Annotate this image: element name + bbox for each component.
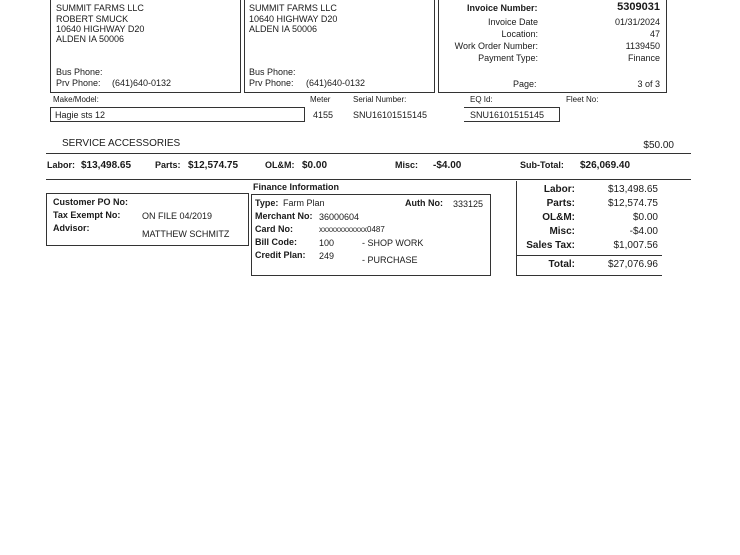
eq-id-label: EQ Id: bbox=[470, 95, 493, 104]
invoice-info-right-border bbox=[666, 0, 667, 93]
ship-to-prv-phone: (641)640-0132 bbox=[306, 78, 366, 88]
bill-to-contact: ROBERT SMUCK bbox=[56, 14, 129, 24]
ship-to-prv-phone-label: Prv Phone: bbox=[249, 78, 294, 88]
summary-sales-tax-label: Sales Tax: bbox=[526, 240, 575, 251]
summary-total-rule bbox=[517, 255, 662, 256]
ship-to-name: SUMMIT FARMS LLC bbox=[249, 3, 337, 13]
tax-exempt-label: Tax Exempt No: bbox=[53, 210, 121, 220]
finance-title: Finance Information bbox=[253, 182, 340, 192]
summary-misc-value: -$4.00 bbox=[629, 226, 658, 237]
summary-labor-value: $13,498.65 bbox=[607, 184, 658, 195]
meter-value: 4155 bbox=[313, 110, 334, 120]
totals-misc-value: -$4.00 bbox=[433, 160, 462, 171]
summary-olm-value: $0.00 bbox=[632, 212, 658, 223]
credit-plan-desc: - PURCHASE bbox=[362, 255, 418, 265]
totals-parts-label: Parts: bbox=[155, 160, 181, 170]
bill-code-desc: - SHOP WORK bbox=[362, 238, 424, 248]
totals-top-rule bbox=[46, 153, 691, 154]
eq-id-value: SNU16101515145 bbox=[470, 110, 545, 120]
location-label: Location: bbox=[501, 29, 538, 39]
ship-to-left-border bbox=[244, 0, 245, 93]
make-model-label: Make/Model: bbox=[53, 95, 99, 104]
work-order-label: Work Order Number: bbox=[454, 41, 538, 51]
payment-type-label: Payment Type: bbox=[478, 53, 538, 63]
totals-subtotal-label: Sub-Total: bbox=[520, 160, 564, 170]
meter-label: Meter bbox=[310, 95, 331, 104]
invoice-number-label: Invoice Number: bbox=[467, 3, 538, 13]
make-model-value: Hagie sts 12 bbox=[55, 110, 106, 120]
totals-misc-label: Misc: bbox=[395, 160, 419, 170]
bill-to-left-border bbox=[50, 0, 51, 93]
service-label: SERVICE ACCESSORIES bbox=[62, 138, 181, 149]
serial-label: Serial Number: bbox=[353, 95, 407, 104]
ship-to-city: ALDEN IA 50006 bbox=[249, 24, 318, 34]
page-value: 3 of 3 bbox=[637, 79, 660, 89]
summary-bottom-rule bbox=[517, 275, 662, 276]
location-value: 47 bbox=[649, 29, 660, 39]
bill-to-bottom-border bbox=[50, 92, 241, 93]
invoice-info-bottom-border bbox=[438, 92, 667, 93]
totals-subtotal-value: $26,069.40 bbox=[580, 160, 631, 171]
totals-labor-value: $13,498.65 bbox=[81, 160, 132, 171]
bill-code-value: 100 bbox=[319, 238, 335, 248]
totals-parts-value: $12,574.75 bbox=[188, 160, 239, 171]
summary-misc-label: Misc: bbox=[549, 226, 575, 237]
invoice-date: 01/31/2024 bbox=[614, 17, 660, 27]
advisor-value: MATTHEW SCHMITZ bbox=[142, 229, 230, 239]
customer-po-label: Customer PO No: bbox=[53, 197, 129, 207]
totals-olm-value: $0.00 bbox=[302, 160, 328, 171]
bill-to-address: 10640 HIGHWAY D20 bbox=[56, 24, 145, 34]
credit-plan-value: 249 bbox=[319, 251, 335, 261]
page-label: Page: bbox=[513, 79, 537, 89]
payment-type-value: Finance bbox=[627, 53, 660, 63]
merchant-label: Merchant No: bbox=[255, 211, 313, 221]
summary-olm-label: OL&M: bbox=[542, 212, 575, 223]
fleet-label: Fleet No: bbox=[566, 95, 599, 104]
finance-type-label: Type: bbox=[255, 198, 279, 208]
bill-to-city: ALDEN IA 50006 bbox=[56, 34, 125, 44]
totals-bottom-rule bbox=[46, 179, 691, 180]
merchant-value: 36000604 bbox=[319, 212, 360, 222]
totals-olm-label: OL&M: bbox=[265, 160, 295, 170]
bill-to-name: SUMMIT FARMS LLC bbox=[56, 3, 144, 13]
serial-value: SNU16101515145 bbox=[353, 110, 428, 120]
card-label: Card No: bbox=[255, 224, 293, 234]
work-order-value: 1139450 bbox=[625, 41, 660, 51]
finance-auth-label: Auth No: bbox=[405, 198, 443, 208]
service-amount: $50.00 bbox=[643, 140, 674, 151]
credit-plan-label: Credit Plan: bbox=[255, 250, 306, 260]
bill-to-right-border bbox=[240, 0, 241, 93]
invoice-date-label: Invoice Date bbox=[487, 17, 538, 27]
ship-to-bus-phone-label: Bus Phone: bbox=[249, 67, 296, 77]
invoice-number: 5309031 bbox=[617, 1, 660, 13]
summary-total-label: Total: bbox=[548, 259, 575, 270]
bill-to-prv-phone: (641)640-0132 bbox=[112, 78, 172, 88]
summary-sales-tax-value: $1,007.56 bbox=[613, 240, 658, 251]
card-value: xxxxxxxxxxxx0487 bbox=[319, 225, 385, 234]
summary-parts-value: $12,574.75 bbox=[607, 198, 658, 209]
bill-code-label: Bill Code: bbox=[255, 237, 297, 247]
finance-auth-value: 333125 bbox=[453, 199, 484, 209]
invoice-info-left-border bbox=[438, 0, 439, 93]
ship-to-right-border bbox=[434, 0, 435, 93]
summary-total-value: $27,076.96 bbox=[607, 259, 658, 270]
totals-labor-label: Labor: bbox=[47, 160, 75, 170]
tax-exempt-value: ON FILE 04/2019 bbox=[142, 211, 213, 221]
ship-to-address: 10640 HIGHWAY D20 bbox=[249, 14, 338, 24]
summary-labor-label: Labor: bbox=[543, 184, 575, 195]
bill-to-prv-phone-label: Prv Phone: bbox=[56, 78, 101, 88]
summary-parts-label: Parts: bbox=[546, 198, 575, 209]
ship-to-bottom-border bbox=[244, 92, 435, 93]
summary-divider bbox=[516, 181, 517, 276]
bill-to-bus-phone-label: Bus Phone: bbox=[56, 67, 103, 77]
finance-type-value: Farm Plan bbox=[283, 198, 325, 208]
advisor-label: Advisor: bbox=[53, 223, 90, 233]
